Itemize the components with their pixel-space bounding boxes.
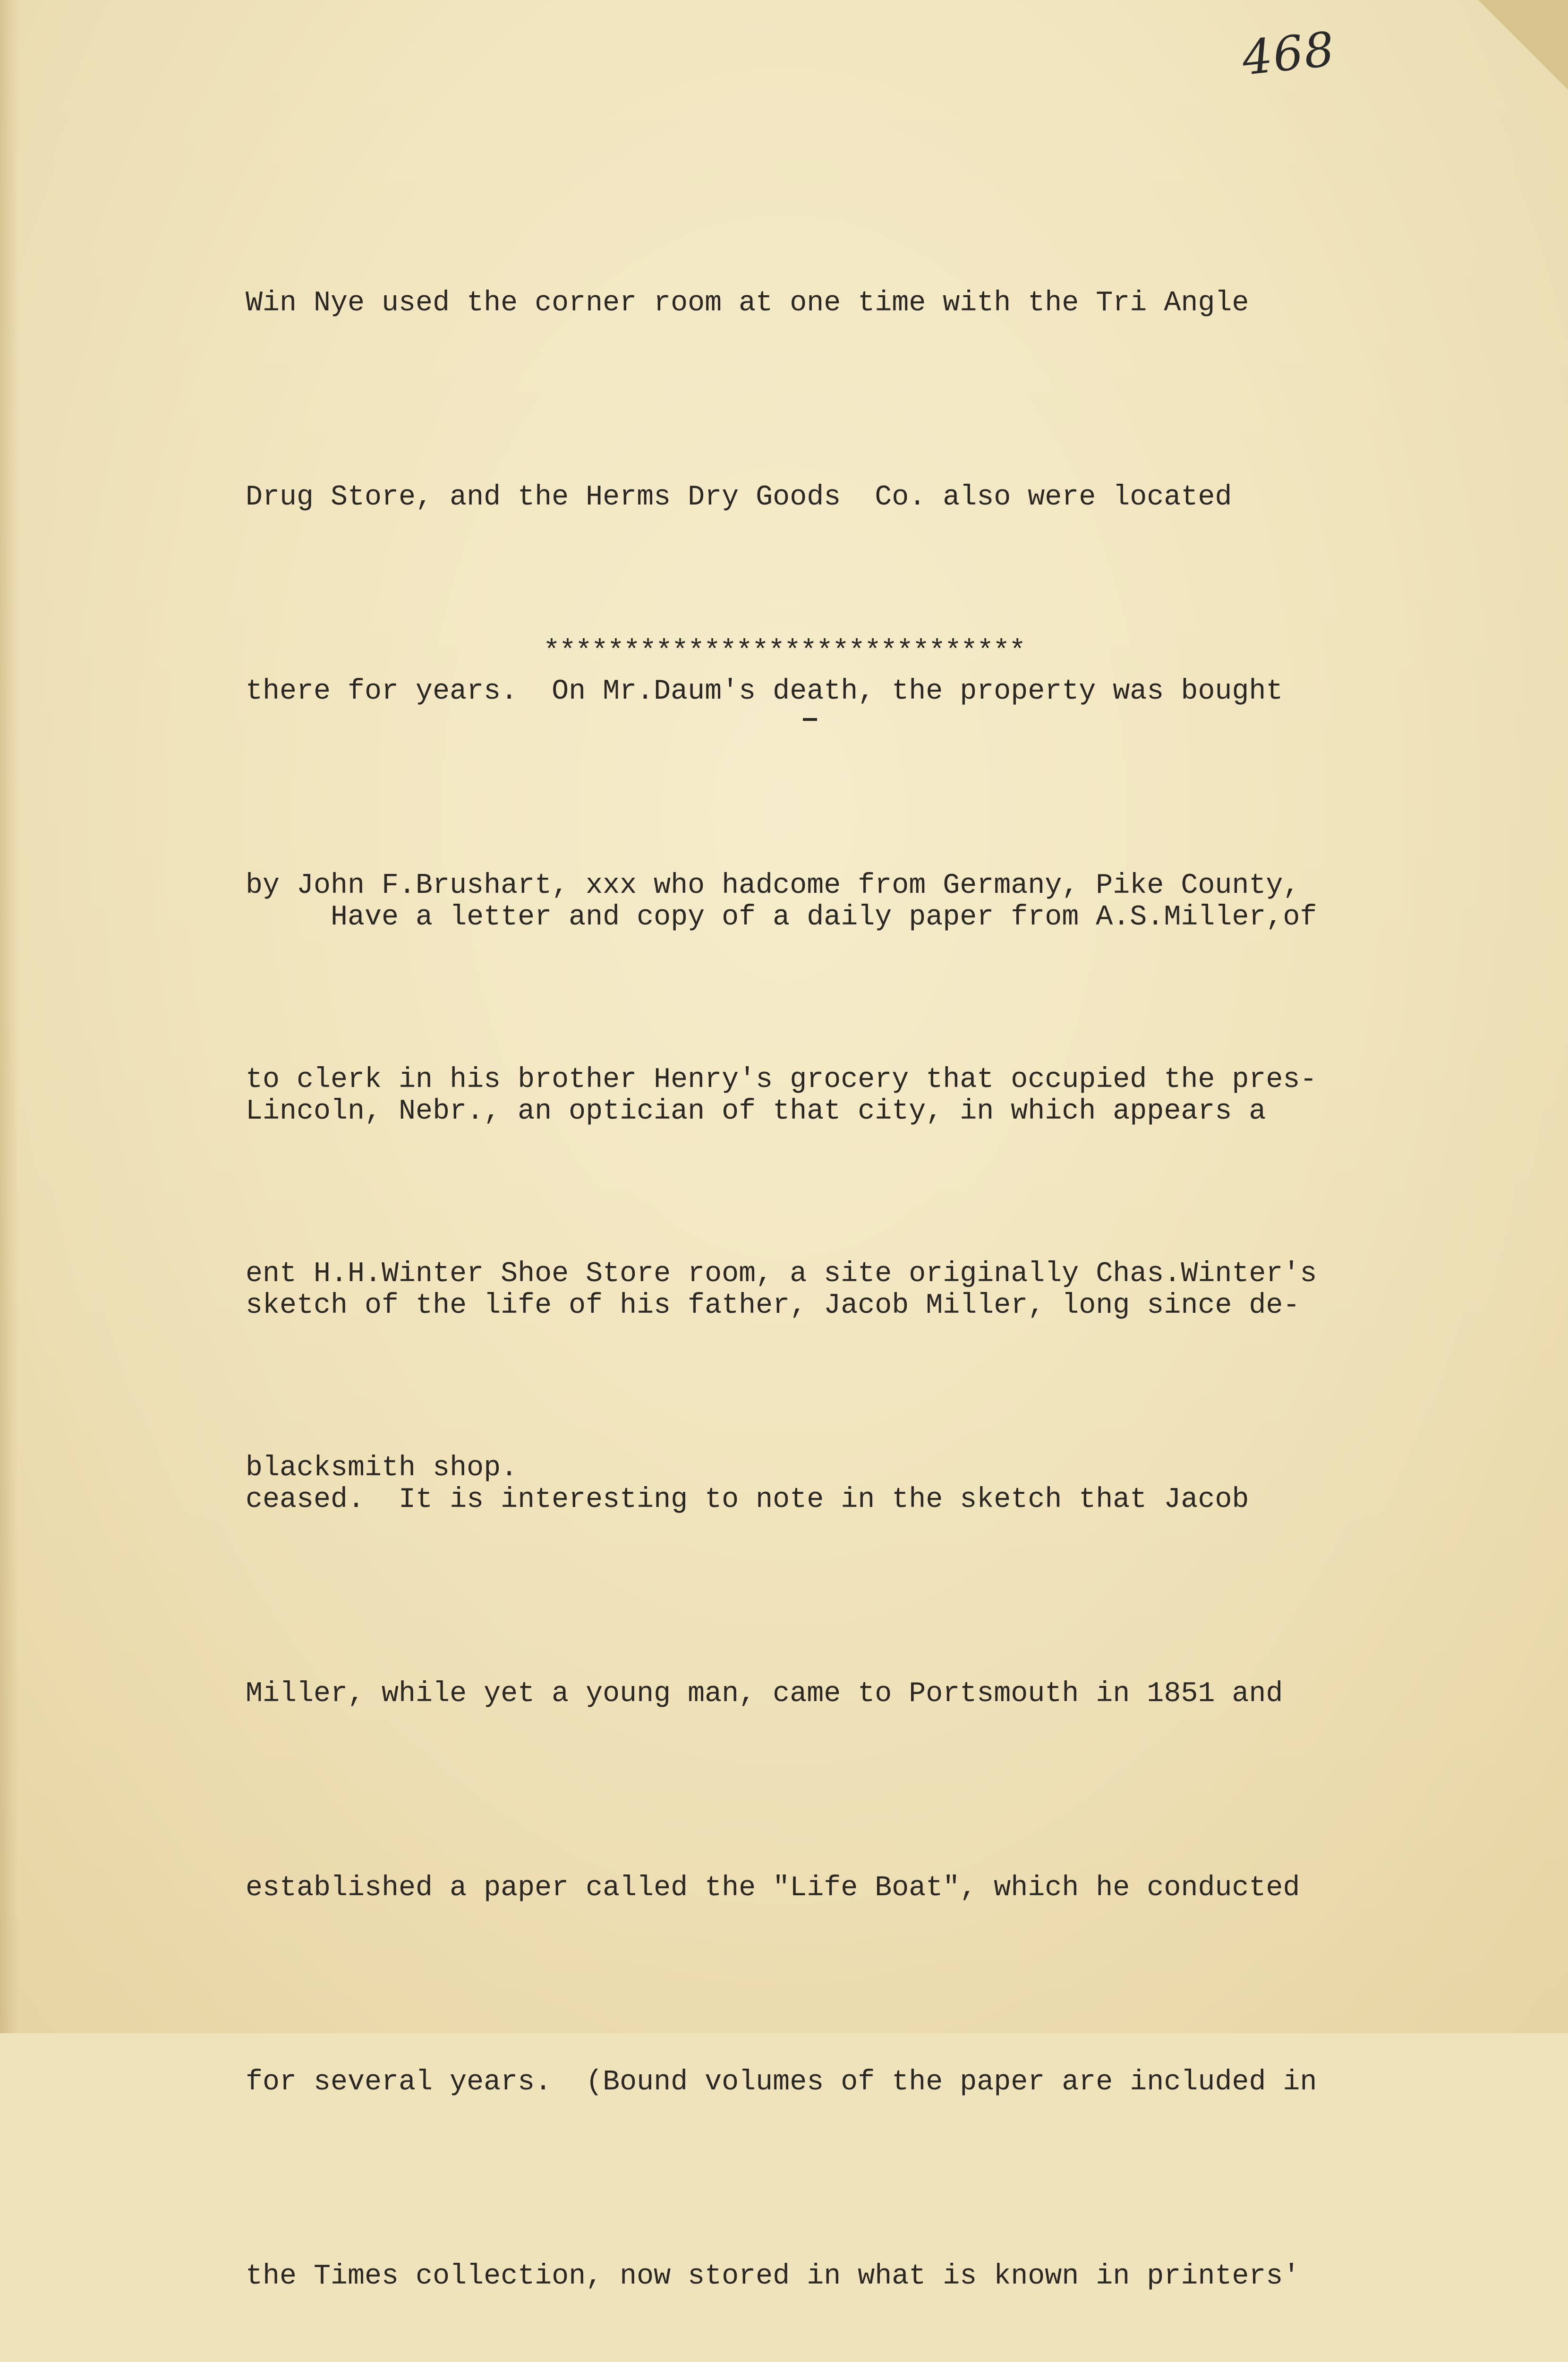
text-line: for several years. (Bound volumes of the paper are included in xyxy=(246,2066,1317,2098)
text-line: Have a letter and copy of a daily paper from A.S.Miller,of xyxy=(246,901,1317,933)
page-edge-shadow xyxy=(0,0,19,2033)
text-line: the Times collection, now stored in what is known in printers' xyxy=(246,2260,1300,2293)
text-line: Lincoln, Nebr., an optician of that city, in which appears a xyxy=(246,1095,1266,1128)
text-line: there for years. On Mr.Daum's death, the property was bought xyxy=(246,676,1283,708)
paragraph-jacob-miller xyxy=(246,756,1492,2362)
text-line: sketch of the life of his father, Jacob Miller, long since de- xyxy=(246,1290,1300,1322)
folded-corner xyxy=(1478,0,1568,90)
text-line: blacksmith shop. xyxy=(246,1452,518,1484)
text-line: Miller, while yet a young man, came to Portsmouth in 1851 and xyxy=(246,1678,1283,1710)
asterisk-divider: ****************************** xyxy=(543,636,1025,668)
text-line: ent H.H.Winter Shoe Store room, a site originally Chas.Winter's xyxy=(246,1258,1317,1290)
handwritten-page-number: 468 xyxy=(1239,21,1338,86)
text-line: by John F.Brushart, xxx who hadcome from Germany, Pike County, xyxy=(246,870,1300,902)
text-line: established a paper called the "Life Boat", which he conducted xyxy=(246,1872,1300,1904)
dash-mark xyxy=(803,718,817,721)
text-line: Win Nye used the corner room at one time with the Tri Angle xyxy=(246,287,1249,319)
text-line: Drug Store, and the Herms Dry Goods Co. also were located xyxy=(246,481,1232,513)
text-line: ceased. It is interesting to note in the sketch that Jacob xyxy=(246,1484,1249,1516)
text-line: to clerk in his brother Henry's grocery that occupied the pres- xyxy=(246,1064,1317,1096)
